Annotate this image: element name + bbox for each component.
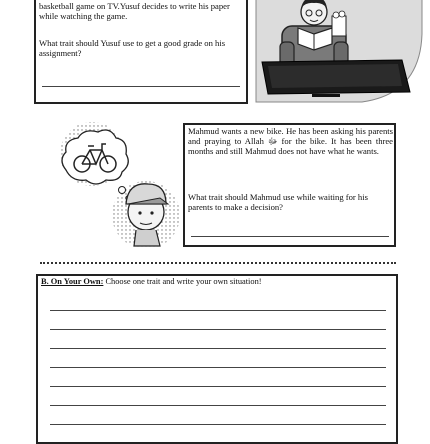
story-yusuf-question: What trait should Yusuf use to get a good grade on his assignment? [39, 38, 226, 59]
answer-line[interactable] [50, 329, 386, 330]
answer-line[interactable] [42, 86, 240, 87]
answer-line[interactable] [50, 310, 386, 311]
bike-thought-illustration [56, 120, 180, 250]
story-mahmud-box [183, 123, 396, 247]
answer-line[interactable] [50, 424, 386, 425]
section-b-label: B. On Your Own: [41, 277, 104, 286]
answer-line[interactable] [50, 367, 386, 368]
section-b-instruction: Choose one trait and write your own situation! [103, 277, 262, 286]
story-yusuf-text: basketball game on TV.Yusuf decides to write his paper while watching the game. [39, 1, 230, 22]
tv-illustration [252, 0, 424, 106]
section-b-heading [41, 277, 391, 287]
answer-line[interactable] [50, 348, 386, 349]
story-mahmud-question: What trait should Mahmud use while waiting for his parents to make a decision? [188, 192, 368, 213]
section-divider [40, 262, 396, 264]
on-your-own-box [36, 274, 398, 444]
answer-line[interactable] [191, 236, 389, 237]
story-mahmud-text: Mahmud wants a new bike. He has been asking his parents and praying to Allah ﷻ for the bike. It has been three months and still Mahmud does not have what he wants. [188, 126, 393, 157]
story-yusuf-box [34, 0, 248, 104]
answer-line[interactable] [50, 386, 386, 387]
answer-line[interactable] [50, 405, 386, 406]
